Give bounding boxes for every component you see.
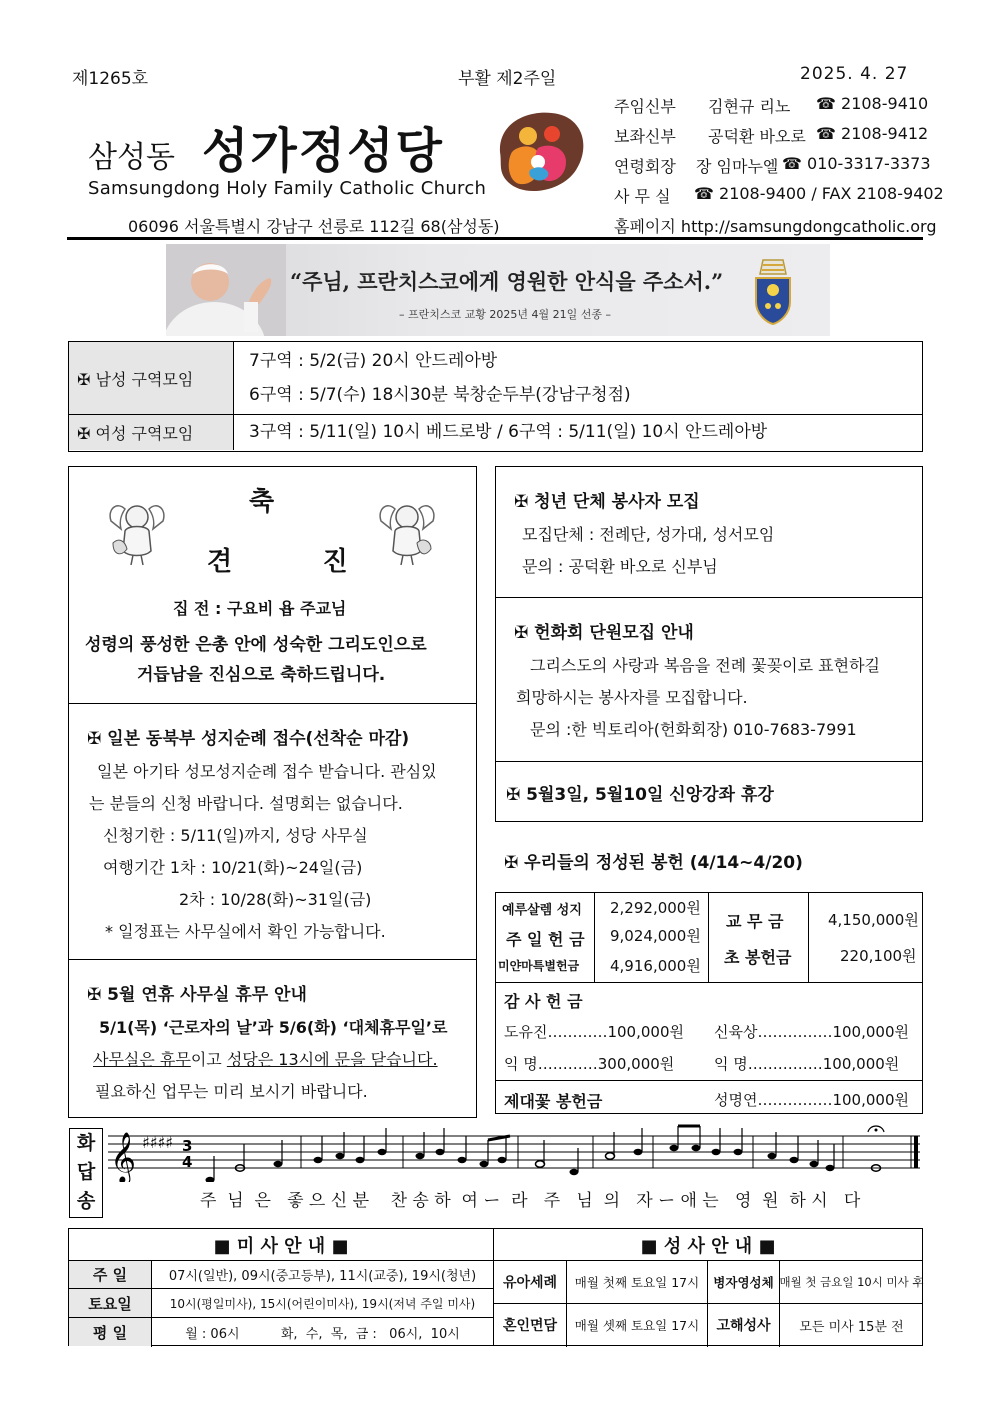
thanks-offering-item: 도유진…………100,000원	[504, 1023, 684, 1041]
banner-quote: “주님, 프란치스코에게 영원한 안식을 주소서.”	[290, 269, 724, 294]
pilgrimage-line: * 일정표는 사무실에서 확인 가능합니다.	[105, 922, 386, 941]
parish-district: 삼성동	[88, 140, 175, 175]
youth-line: 모집단체 : 전례단, 성가대, 성서모임	[522, 525, 775, 544]
cherub-icon	[105, 497, 169, 567]
meeting-line: 3구역 : 5/11(일) 10시 베드로방 / 6구역 : 5/11(일) 10시 안드레아방	[249, 422, 768, 442]
sacrament-label: 병자영성체	[713, 1275, 774, 1290]
staff-row: 사 무 실 ☎ 2108-9400 / FAX 2108-9402	[614, 184, 944, 206]
congrats-title: 축	[249, 487, 275, 517]
mass-day: 주 일	[69, 1261, 151, 1288]
offering-title: ✠ 우리들의 정성된 봉헌 (4/14~4/20)	[504, 853, 803, 873]
issue-number: 제1265호	[72, 69, 149, 89]
offering-label: 예루살렘 성지	[502, 903, 582, 918]
pilgrimage-line: 일본 아기타 성모성지순례 접수 받습니다. 관심있	[97, 762, 437, 781]
holiday-line: 사무실은 휴무이고 성당은 13시에 문을 닫습니다.	[93, 1050, 438, 1069]
flower-title: ✠ 헌화회 단원모집 안내	[514, 623, 694, 643]
thanks-offering-item: 익 명……………100,000원	[714, 1055, 900, 1073]
thanks-offering-item: 신육상……………100,000원	[714, 1023, 909, 1041]
pilgrimage-title: ✠ 일본 동북부 성지순례 접수(선착순 마감)	[87, 729, 410, 749]
header-divider	[67, 237, 923, 240]
sacrament-label: 고해성사	[716, 1318, 771, 1334]
svg-text:3: 3	[182, 1137, 193, 1155]
staff-contacts	[614, 94, 944, 214]
parish-name: 성가정성당	[202, 123, 444, 179]
pilgrimage-line: 2차 : 10/28(화)~31일(금)	[179, 890, 372, 909]
celebrant: 집 전 : 구요비 욥 주교님	[173, 599, 347, 618]
papal-coat-of-arms-icon	[750, 258, 796, 326]
holiday-line: 5/1(목) ‘근로자의 날’과 5/6(화) ‘대체휴무일’로	[99, 1018, 448, 1037]
offering-amount: 220,100원	[840, 947, 917, 965]
thanks-offering-label: 감 사 헌 금	[504, 992, 583, 1011]
youth-title: ✠ 청년 단체 봉사자 모집	[514, 492, 700, 512]
flower-line: 그리스도의 사랑과 복음을 전례 꽃꽂이로 표현하길	[530, 656, 881, 675]
altar-flower-offering-label: 제대꽃 봉헌금	[504, 1092, 603, 1111]
offering-label: 주 일 헌 금	[506, 930, 585, 949]
youth-volunteer-box	[495, 466, 923, 598]
thanks-offering-item: 익 명…………300,000원	[504, 1055, 675, 1073]
offering-label: 초 봉헌금	[724, 948, 792, 967]
mass-times: 월 : 06시 화, 수, 목, 금 : 06시, 10시	[185, 1326, 460, 1342]
district-meetings-table	[68, 341, 923, 452]
music-staff-icon	[108, 1122, 923, 1182]
masthead-line	[70, 64, 920, 90]
pope-photo-icon	[166, 244, 286, 336]
flower-guild-box	[495, 597, 923, 762]
pilgrimage-line: 는 분들의 신청 바랍니다. 설명회는 없습니다.	[89, 794, 403, 813]
holiday-title: ✠ 5월 연휴 사무실 휴무 안내	[87, 985, 307, 1005]
lecture-box	[495, 761, 923, 822]
offering-table	[495, 892, 923, 1114]
memorial-banner	[166, 244, 830, 336]
confirmation-congrats-box	[68, 466, 477, 704]
parish-english-name: Samsungdong Holy Family Catholic Church	[88, 178, 487, 199]
banner-note: – 프란치스코 교황 2025년 4월 21일 선종 –	[399, 308, 611, 321]
congrats-line: 거듭남을 진심으로 축하드립니다.	[137, 665, 386, 685]
liturgical-sunday: 부활 제2주일	[458, 69, 557, 89]
homepage-link[interactable]: http://samsungdongcatholic.org	[680, 217, 937, 236]
flower-line: 희망하시는 봉사자를 모집합니다.	[516, 688, 748, 707]
mass-times: 10시(평일미사), 15시(어린이미사), 19시(저녁 주일 미사)	[169, 1296, 476, 1311]
svg-text:♯♯♯♯: ♯♯♯♯	[142, 1133, 173, 1152]
holiday-box	[68, 959, 477, 1118]
sacrament-value: 매월 첫째 토요일 17시	[574, 1275, 700, 1290]
staff-row: 주임신부 김현규 리노 ☎ 2108-9410	[614, 94, 929, 116]
holiday-line: 필요하신 업무는 미리 보시기 바랍니다.	[95, 1082, 368, 1101]
confirmation-title: 견 진	[207, 547, 348, 577]
svg-text:𝄞: 𝄞	[110, 1132, 137, 1182]
offering-amount: 4,916,000원	[610, 957, 701, 975]
mass-times: 07시(일반), 09시(중고등부), 11시(교중), 19시(청년)	[168, 1269, 477, 1284]
parish-brand	[70, 96, 600, 208]
women-meetings-label: ✠ 여성 구역모임	[69, 415, 234, 450]
sacrament-value: 매월 첫 금요일 10시 미사 후	[779, 1275, 924, 1289]
women-meetings-row	[69, 415, 922, 450]
men-meetings-label: ✠ 남성 구역모임	[69, 342, 234, 414]
pilgrimage-box	[68, 703, 477, 960]
pilgrimage-line: 신청기한 : 5/11(일)까지, 성당 사무실	[103, 826, 368, 845]
sacrament-schedule-title: ■ 성 사 안 내 ■	[640, 1235, 776, 1257]
sacrament-value: 모든 미사 15분 전	[799, 1319, 904, 1335]
parish-address: 06096 서울특별시 강남구 선릉로 112길 68(삼성동)	[128, 217, 500, 236]
svg-text:4: 4	[182, 1153, 193, 1171]
offering-amount: 9,024,000원	[610, 927, 701, 945]
sacrament-label: 혼인면담	[502, 1318, 558, 1334]
homepage	[614, 214, 937, 237]
youth-line: 문의 : 공덕환 바오로 신부님	[522, 557, 718, 576]
altar-flower-offering-value: 성명연……………100,000원	[714, 1091, 909, 1109]
staff-row: 연령회장 장 임마누엘 ☎ 010-3317-3373	[614, 154, 931, 176]
offering-label: 미얀마특별헌금	[498, 959, 580, 973]
mass-day: 토요일	[69, 1289, 151, 1317]
psalm-lyrics: 주 님 은 좋 으 신 분 찬 송 하 여 ー 라 주 님 의 자 ー 애 는 영 원 하 시 다	[200, 1191, 861, 1211]
sacrament-label: 유아세례	[502, 1275, 558, 1291]
mass-schedule-title: ■ 미 사 안 내 ■	[213, 1235, 349, 1257]
mass-day: 평 일	[69, 1318, 151, 1346]
issue-date: 2025. 4. 27	[800, 64, 909, 84]
flower-line: 문의 :한 빅토리아(헌화회장) 010-7683-7991	[530, 720, 857, 739]
holy-family-logo-icon	[480, 104, 590, 199]
meeting-line: 6구역 : 5/7(수) 18시30분 북창순두부(강남구청점)	[249, 385, 631, 405]
staff-row: 보좌신부 공덕환 바오로 ☎ 2108-9412	[614, 124, 929, 146]
lecture-title: ✠ 5월3일, 5월10일 신앙강좌 휴강	[506, 785, 774, 805]
sacrament-value: 매월 셋째 토요일 17시	[574, 1318, 700, 1333]
responsorial-psalm-label: 화 답 송	[69, 1128, 103, 1218]
cherub-icon	[375, 497, 439, 567]
meeting-line: 7구역 : 5/2(금) 20시 안드레아방	[249, 351, 498, 371]
offering-amount: 2,292,000원	[610, 899, 701, 917]
offering-amount: 4,150,000원	[828, 911, 919, 929]
men-meetings-row	[69, 342, 922, 415]
congrats-line: 성령의 풍성한 은총 안에 성숙한 그리도인으로	[85, 635, 427, 655]
offering-label: 교 무 금	[726, 912, 784, 931]
pilgrimage-line: 여행기간 1차 : 10/21(화)~24일(금)	[103, 858, 363, 877]
homepage-label: 홈페이지	[614, 217, 676, 236]
mass-sacrament-table	[68, 1228, 923, 1346]
